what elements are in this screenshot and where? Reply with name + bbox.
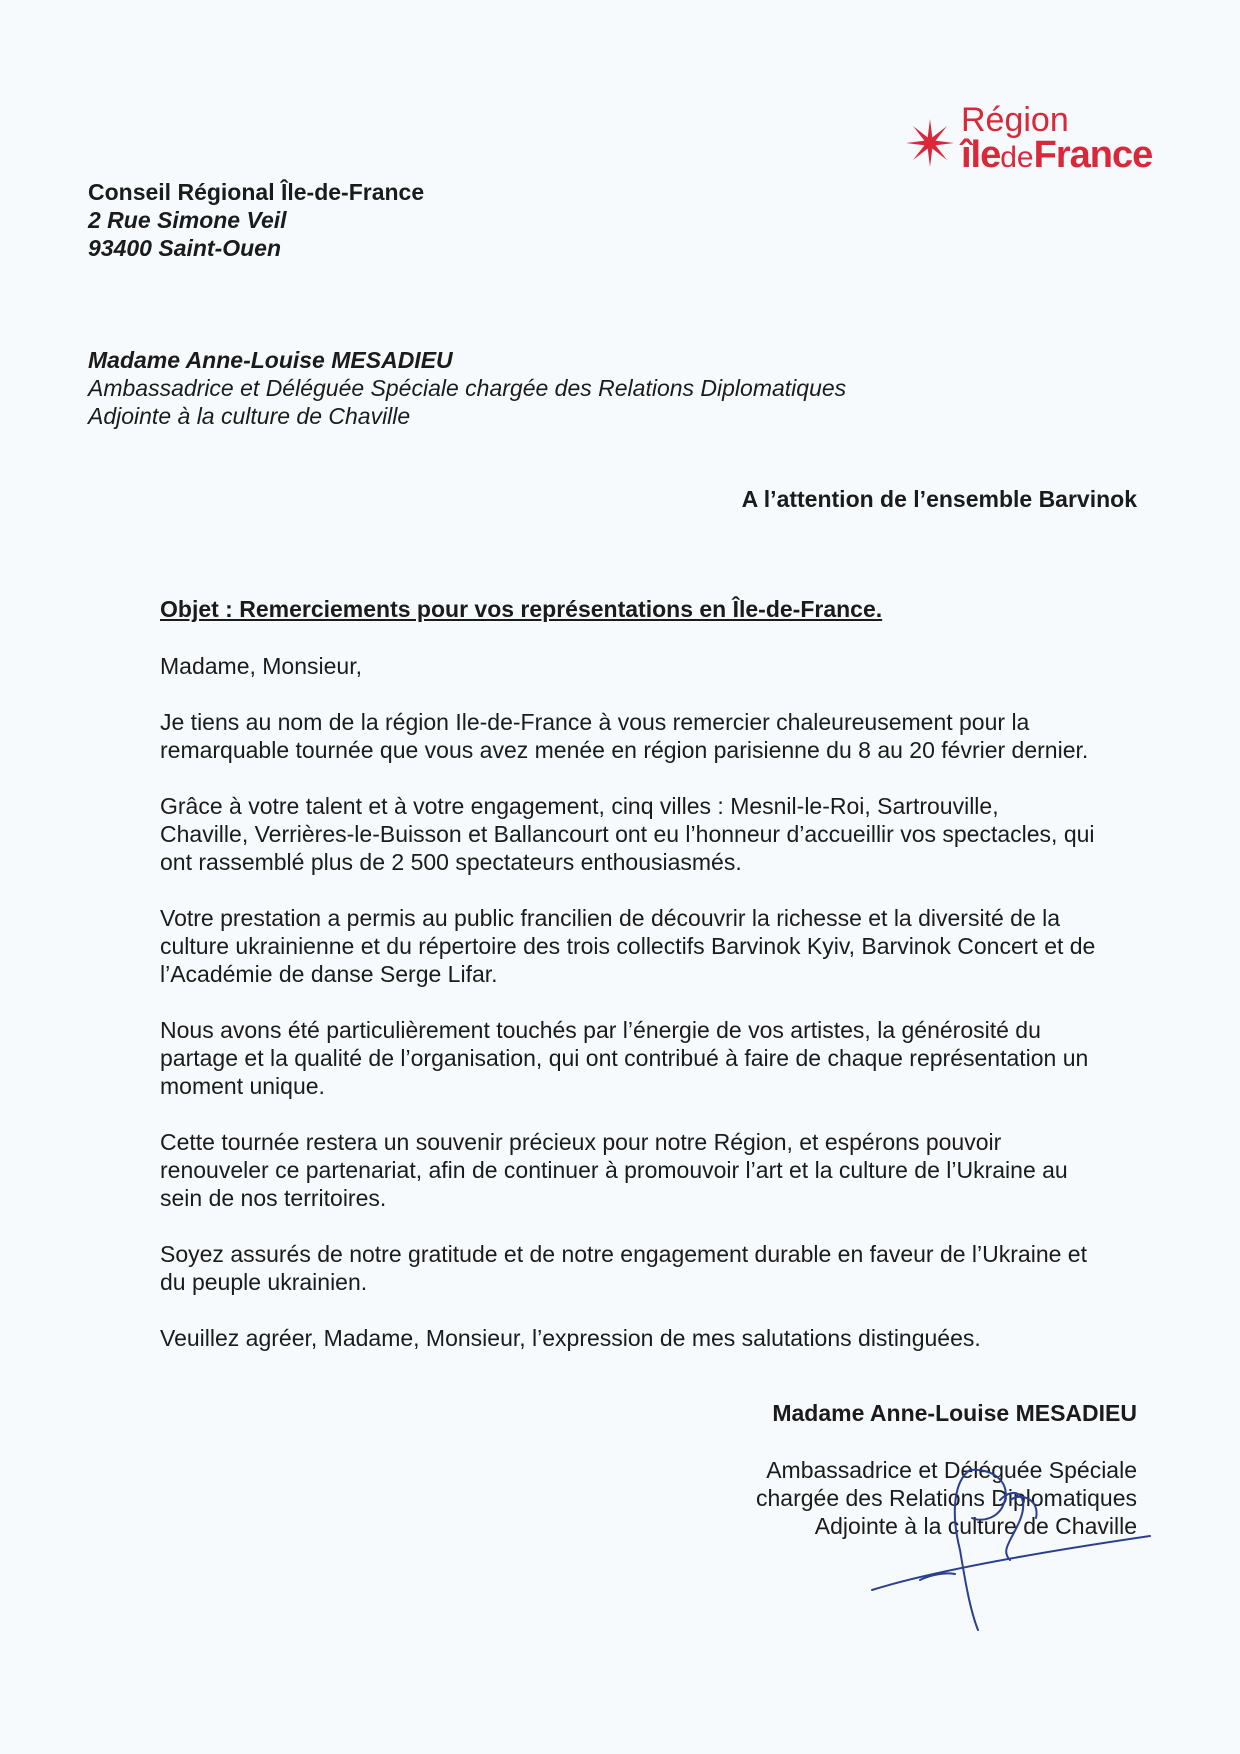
author-role-2: Adjointe à la culture de Chaville: [88, 403, 411, 429]
sender-address: [88, 178, 424, 262]
paragraph-2: Grâce à votre talent et à votre engagement, cinq villes : Mesnil-le-Roi, Sartrouville, Chaville, Verrières-le-Buisson et Ballancourt ont eu l’honneur d’accueillir vos spectacles, qui ont rassemblé plus de 2 500 spectateurs enthousiasmés.: [160, 793, 1095, 875]
sender-org: Conseil Régional Île-de-France: [88, 179, 425, 205]
paragraph-3: Votre prestation a permis au public francilien de découvrir la richesse et la diversité de la culture ukrainienne et du répertoire des trois collectifs Barvinok Kyiv, Barvinok Concert et de l’Académie de danse Serge Lifar.: [160, 905, 1096, 987]
greeting: Madame, Monsieur,: [160, 653, 362, 679]
handwritten-signature: [860, 1440, 1160, 1640]
closing: Veuillez agréer, Madame, Monsieur, l’expression de mes salutations distinguées.: [160, 1325, 981, 1351]
subject-line: Objet : Remerciements pour vos représentations en Île-de-France.: [160, 596, 883, 622]
signatory-name: Madame Anne-Louise MESADIEU: [772, 1400, 1137, 1426]
logo-idf-text: îledeFrance: [961, 134, 1153, 176]
region-logo: [905, 100, 1165, 180]
letter-body: [160, 652, 1145, 1352]
paragraph-1: Je tiens au nom de la région Ile-de-France à vous remercier chaleureusement pour la remarquable tournée que vous avez menée en région parisienne du 8 au 20 février dernier.: [160, 709, 1089, 763]
sender-city: 93400 Saint-Ouen: [88, 235, 282, 261]
signatory-title: Ambassadrice et Déléguée Spéciale chargée des Relations Diplomatiques Adjointe à la culture de Chaville: [756, 1457, 1137, 1539]
author-block: [88, 346, 846, 430]
asterisk-star-icon: [905, 118, 955, 168]
attention-line: A l’attention de l’ensemble Barvinok: [741, 486, 1137, 512]
author-role-1: Ambassadrice et Déléguée Spéciale chargée des Relations Diplomatiques: [88, 375, 847, 401]
paragraph-6: Soyez assurés de notre gratitude et de notre engagement durable en faveur de l’Ukraine et du peuple ukrainien.: [160, 1241, 1087, 1295]
paragraph-5: Cette tournée restera un souvenir précieux pour notre Région, et espérons pouvoir renouveler ce partenariat, afin de continuer à promouvoir l’art et la culture de l’Ukraine au sein de nos territoires.: [160, 1129, 1068, 1211]
logo-region-text: Région: [961, 101, 1069, 139]
author-name: Madame Anne-Louise MESADIEU: [88, 347, 453, 373]
sender-street: 2 Rue Simone Veil: [88, 207, 287, 233]
paragraph-4: Nous avons été particulièrement touchés par l’énergie de vos artistes, la générosité du partage et la qualité de l’organisation, qui ont contribué à faire de chaque représentation un moment unique.: [160, 1017, 1089, 1099]
